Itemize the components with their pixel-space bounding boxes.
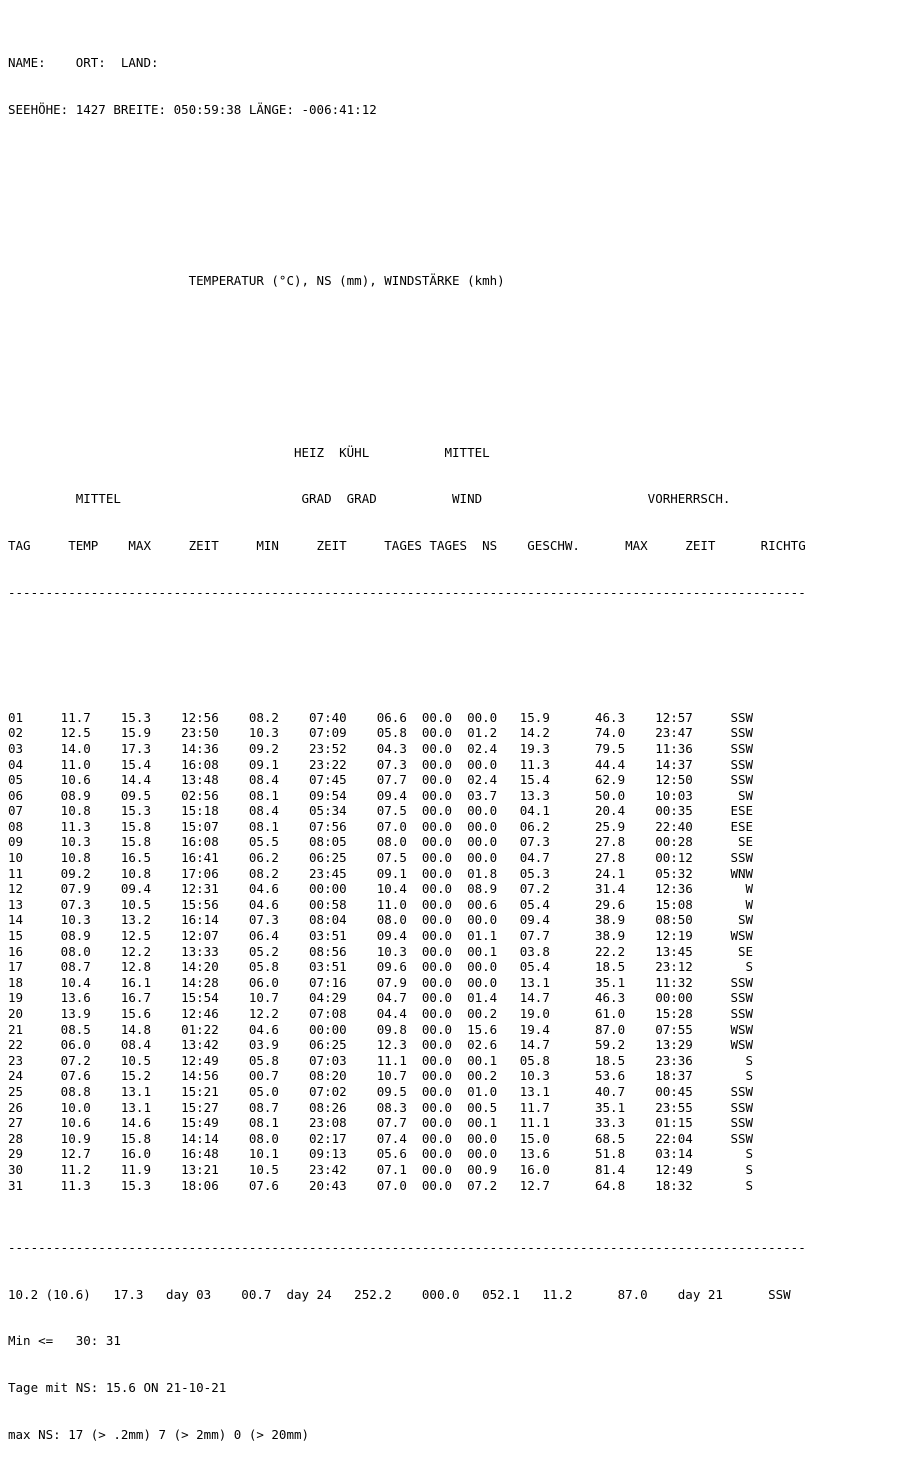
spacer [8,164,914,180]
table-row: 04 11.0 15.4 16:08 09.1 23:22 07.3 00.0 00.0 11.3 44.4 14:37 SSW [8,756,754,772]
table-row: 12 07.9 09.4 12:31 04.6 00:00 10.4 00.0 08.9 07.2 31.4 12:36 W [8,881,754,897]
footer-rule: ---------------------------------------------------------------------------------------------------------- [8,1239,806,1255]
spacer [8,211,914,227]
table-row: 30 11.2 11.9 13:21 10.5 23:42 07.1 00.0 00.9 16.0 81.4 12:49 S [8,1161,754,1177]
column-header-line-2: MITTEL GRAD GRAD WIND VORHERRSCH. [8,491,731,507]
column-header-line-3: TAG TEMP MAX ZEIT MIN ZEIT TAGES TAGES NS GESCHW. MAX ZEIT RICHTG [8,538,806,554]
table-row: 15 08.9 12.5 12:07 06.4 03:51 09.4 00.0 01.1 07.7 38.9 12:19 WSW [8,928,754,944]
table-row: 09 10.3 15.8 16:08 05.5 08:05 08.0 00.0 00.0 07.3 27.8 00:28 SE [8,834,754,850]
table-row: 19 13.6 16.7 15:54 10.7 04:29 04.7 00.0 01.4 14.7 46.3 00:00 SSW [8,990,754,1006]
table-row: 20 13.9 15.6 12:46 12.2 07:08 04.4 00.0 00.2 19.0 61.0 15:28 SSW [8,1006,754,1021]
table-row: 21 08.5 14.8 01:22 04.6 00:00 09.8 00.0 15.6 19.4 87.0 07:55 WSW [8,1021,754,1037]
table-row: 26 10.0 13.1 15:27 08.7 08:26 08.3 00.0 00.5 11.7 35.1 23:55 SSW [8,1099,754,1115]
table-row: 25 08.8 13.1 15:21 05.0 07:02 09.5 00.0 01.0 13.1 40.7 00:45 SSW [8,1083,754,1099]
summary-days-with-precip-line: Tage mit NS: 15.6 ON 21-10-21 [8,1380,227,1396]
table-row: 08 11.3 15.8 15:07 08.1 07:56 07.0 00.0 00.0 06.2 25.9 22:40 ESE [8,818,754,834]
table-row: 18 10.4 16.1 14:28 06.0 07:16 07.9 00.0 00.0 13.1 35.1 11:32 SSW [8,974,754,990]
table-row: 06 08.9 09.5 02:56 08.1 09:54 09.4 00.0 03.7 13.3 50.0 10:03 SW [8,787,754,803]
table-row: 23 07.2 10.5 12:49 05.8 07:03 11.1 00.0 00.1 05.8 18.5 23:36 S [8,1052,754,1068]
summary-max-precip-line: max NS: 17 (> .2mm) 7 (> 2mm) 0 (> 20mm) [8,1427,310,1443]
column-header-line-1: HEIZ KÜHL MITTEL [8,444,490,460]
report-title: TEMPERATUR (°C), NS (mm), WINDSTÄRKE (kmh) [8,273,505,289]
station-coordinates-line: SEEHÖHE: 1427 BREITE: 050:59:38 LÄNGE: -006:41:12 [8,101,377,117]
summary-totals-row: 10.2 (10.6) 17.3 day 03 00.7 day 24 252.2 000.0 052.1 11.2 87.0 day 21 SSW [8,1286,791,1302]
station-name-line: NAME: ORT: LAND: [8,54,159,70]
table-row: 01 11.7 15.3 12:56 08.2 07:40 06.6 00.0 00.0 15.9 46.3 12:57 SSW [8,709,754,725]
table-row: 24 07.6 15.2 14:56 00.7 08:20 10.7 00.0 00.2 10.3 53.6 18:37 S [8,1068,754,1084]
spacer [8,382,914,398]
table-row: 05 10.6 14.4 13:48 08.4 07:45 07.7 00.0 02.4 15.4 62.9 12:50 SSW [8,772,754,788]
table-row: 14 10.3 13.2 16:14 07.3 08:04 08.0 00.0 00.0 09.4 38.9 08:50 SW [8,912,754,928]
table-row: 22 06.0 08.4 13:42 03.9 06:25 12.3 00.0 02.6 14.7 59.2 13:29 WSW [8,1037,754,1053]
summary-min-line: Min <= 30: 31 [8,1333,121,1349]
table-row: 29 12.7 16.0 16:48 10.1 09:13 05.6 00.0 00.0 13.6 51.8 03:14 S [8,1146,754,1162]
spacer [8,335,914,351]
header-rule: ---------------------------------------------------------------------------------------------------------- [8,584,806,600]
table-row: 07 10.8 15.3 15:18 08.4 05:34 07.5 00.0 00.0 04.1 20.4 00:35 ESE [8,803,754,819]
table-row: 16 08.0 12.2 13:33 05.2 08:56 10.3 00.0 00.1 03.8 22.2 13:45 SE [8,943,754,959]
table-row: 17 08.7 12.8 14:20 05.8 03:51 09.6 00.0 00.0 05.4 18.5 23:12 S [8,959,754,975]
table-row: 13 07.3 10.5 15:56 04.6 00:58 11.0 00.0 00.6 05.4 29.6 15:08 W [8,896,754,912]
table-row: 28 10.9 15.8 14:14 08.0 02:17 07.4 00.0 00.0 15.0 68.5 22:04 SSW [8,1130,754,1146]
table-row: 31 11.3 15.3 18:06 07.6 20:43 07.0 00.0 07.2 12.7 64.8 18:32 S [8,1177,754,1193]
table-row: 02 12.5 15.9 23:50 10.3 07:09 05.8 00.0 01.2 14.2 74.0 23:47 SSW [8,725,754,741]
table-row: 10 10.8 16.5 16:41 06.2 06:25 07.5 00.0 00.0 04.7 27.8 00:12 SSW [8,850,754,866]
table-row: 27 10.6 14.6 15:49 08.1 23:08 07.7 00.0 00.1 11.1 33.3 01:15 SSW [8,1115,754,1131]
spacer [8,647,914,663]
data-table [8,710,914,1193]
table-row: 11 09.2 10.8 17:06 08.2 23:45 09.1 00.0 01.8 05.3 24.1 05:32 WNW [8,865,754,881]
table-row: 03 14.0 17.3 14:36 09.2 23:52 04.3 00.0 02.4 19.3 79.5 11:36 SSW [8,740,754,756]
